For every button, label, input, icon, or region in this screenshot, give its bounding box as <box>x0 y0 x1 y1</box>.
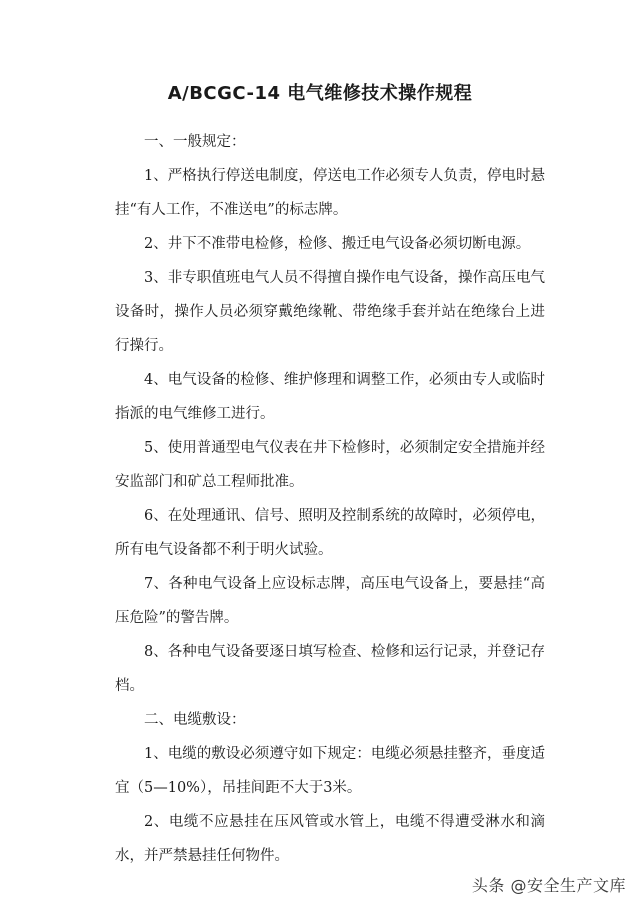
document-title: A/BCGC-14 电气维修技术操作规程 <box>167 83 473 104</box>
paragraph-3: 3、非专职值班电气人员不得擅自操作电气设备，操作高压电气设备时，操作人员必须穿戴绝缘靴、带绝缘手套并站在绝缘台上进行操行。 <box>115 270 545 354</box>
paragraph-8: 8、各种电气设备要逐日填写检查、检修和运行记录，并登记存档。 <box>115 644 545 694</box>
paragraph-5: 5、使用普通型电气仪表在井下检修时，必须制定安全措施并经安监部门和矿总工程师批准。 <box>115 440 545 490</box>
paragraph-4: 4、电气设备的检修、维护修理和调整工作，必须由专人或临时指派的电气维修工进行。 <box>115 372 545 422</box>
cable-paragraph-1: 1、电缆的敷设必须遵守如下规定：电缆必须悬挂整齐，垂度适宜（5—10%），吊挂间距不大于3米。 <box>115 746 545 796</box>
cable-paragraph-2: 2、电缆不应悬挂在压风管或水管上，电缆不得遭受淋水和滴水，并严禁悬挂任何物件。 <box>115 814 545 864</box>
section-heading-general: 一、一般规定： <box>144 134 246 150</box>
document-body <box>115 125 545 873</box>
paragraph-7: 7、各种电气设备上应设标志牌，高压电气设备上，要悬挂“高压危险”的警告牌。 <box>115 576 545 626</box>
paragraph-2: 2、井下不准带电检修，检修、搬迁电气设备必须切断电源。 <box>144 236 531 252</box>
paragraph-1: 1、严格执行停送电制度，停送电工作必须专人负责，停电时悬挂“有人工作，不准送电”的标志牌。 <box>115 168 545 218</box>
watermark-text: 头条 @安全生产文库 <box>471 876 626 895</box>
paragraph-6: 6、在处理通讯、信号、照明及控制系统的故障时，必须停电，所有电气设备都不利于明火试验。 <box>115 508 545 558</box>
section-heading-cable: 二、电缆敷设： <box>144 712 246 728</box>
